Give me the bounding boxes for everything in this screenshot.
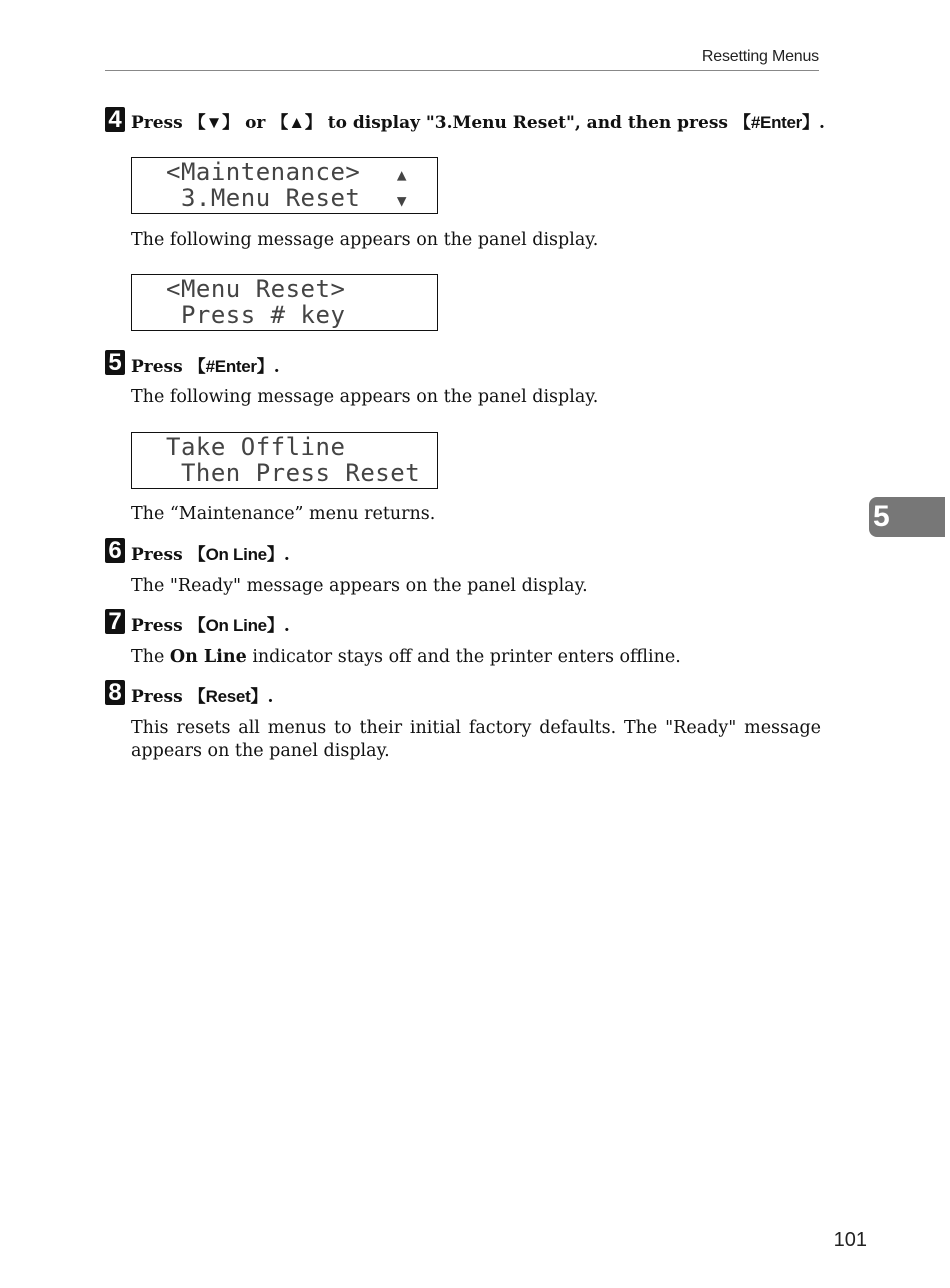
- step-number-6: 6: [105, 538, 125, 563]
- bracket-close: 】: [222, 113, 240, 133]
- panel-line-1: <Menu Reset>: [166, 275, 346, 303]
- bracket-open: 【: [733, 113, 751, 133]
- on-line-key: On Line: [205, 616, 267, 635]
- period: .: [819, 113, 825, 133]
- period: .: [283, 545, 290, 565]
- bracket-open: 【: [188, 687, 206, 707]
- header-rule: [105, 70, 819, 71]
- step-number-4: 4: [105, 107, 125, 132]
- press-word: Press: [131, 616, 189, 636]
- bracket-close: 】: [802, 113, 819, 133]
- press-word: Press: [131, 113, 189, 133]
- ready-message-text: The "Ready" message appears on the panel display.: [131, 576, 588, 596]
- step-number-7: 7: [105, 609, 125, 634]
- step-4-instruction: [131, 112, 825, 134]
- panel-line-1: <Maintenance>: [166, 158, 361, 186]
- online-text-start: The: [131, 647, 170, 667]
- panel-line-1: Take Offline: [166, 433, 346, 461]
- on-line-key: On Line: [205, 545, 267, 564]
- bracket-close: 】: [256, 357, 274, 377]
- bracket-open: 【: [188, 113, 206, 133]
- reset-description-text: This resets all menus to their initial factory defaults. The "Ready" message appears on the panel display.: [131, 718, 821, 761]
- step-4-middle-text: to display "3.Menu Reset", and then press: [321, 113, 734, 133]
- period: .: [283, 616, 290, 636]
- scroll-down-arrow-icon: ▼: [396, 191, 407, 210]
- message-text: The following message appears on the panel display.: [131, 230, 599, 250]
- period: .: [273, 357, 280, 377]
- press-word: Press: [131, 687, 189, 707]
- page-number: 101: [833, 1229, 867, 1251]
- panel-line-2: Press # key: [166, 301, 346, 329]
- up-key: ▲: [288, 113, 305, 132]
- panel-line-2: Then Press Reset: [166, 459, 421, 487]
- or-word: or: [239, 113, 272, 133]
- step-7-instruction: [131, 615, 290, 637]
- page-header-title: Resetting Menus: [701, 48, 819, 65]
- online-text-end: indicator stays off and the printer enters offline.: [246, 647, 681, 667]
- step-8-instruction: [131, 686, 273, 708]
- scroll-up-arrow-icon: ▲: [396, 165, 407, 184]
- bracket-open: 【: [188, 357, 206, 377]
- enter-key: #Enter: [750, 113, 802, 132]
- bracket-close: 】: [304, 113, 322, 133]
- bracket-open: 【: [271, 113, 289, 133]
- step-number-8: 8: [105, 680, 125, 705]
- step-5-instruction: [131, 356, 280, 378]
- panel-display-take-offline: [131, 432, 438, 489]
- panel-line-2: 3.Menu Reset: [166, 184, 361, 212]
- maintenance-returns-text: The “Maintenance” menu returns.: [131, 504, 436, 524]
- panel-display-menu-reset: [131, 274, 438, 331]
- step-6-instruction: [131, 544, 290, 566]
- on-line-bold: On Line: [169, 647, 247, 667]
- message-text: The following message appears on the panel display.: [131, 387, 599, 407]
- reset-key: Reset: [205, 687, 251, 706]
- enter-key: #Enter: [205, 357, 257, 376]
- press-word: Press: [131, 545, 189, 565]
- bracket-close: 】: [250, 687, 268, 707]
- panel-display-maintenance: [131, 157, 438, 214]
- bracket-open: 【: [188, 545, 206, 565]
- press-word: Press: [131, 357, 189, 377]
- online-indicator-text: [131, 646, 821, 669]
- bracket-close: 】: [266, 616, 284, 636]
- step-number-5: 5: [105, 350, 125, 375]
- down-key: ▼: [205, 113, 223, 132]
- chapter-tab: 5: [869, 497, 945, 537]
- bracket-open: 【: [188, 616, 206, 636]
- bracket-close: 】: [266, 545, 284, 565]
- period: .: [267, 687, 274, 707]
